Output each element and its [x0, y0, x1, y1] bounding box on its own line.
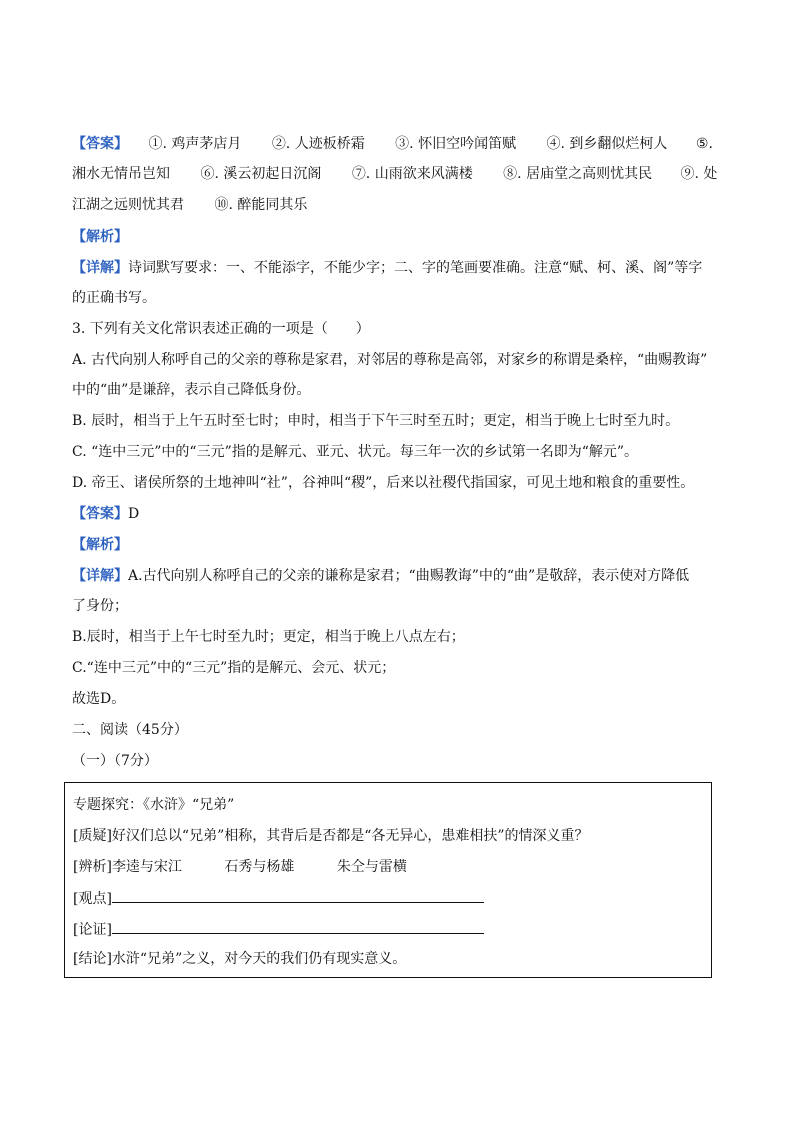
pair-2: 石秀与杨雄 [224, 859, 295, 875]
answer-line-1 [72, 134, 713, 154]
answer-item-6: ⑥. 溪云初起日沉阁 [200, 166, 322, 182]
detail3-line-4: C.“连中三元”中的“三元”指的是解元、会元、状元； [72, 660, 396, 676]
option-b: B. 辰时，相当于上午五时至七时；申时，相当于下午三时至五时；更定，相当于晚上七时至九时。 [72, 413, 680, 429]
answer-item-3: ③. 怀旧空吟闻笛赋 [395, 136, 517, 152]
question-3-stem: 3. 下列有关文化常识表述正确的一项是（ ） [72, 321, 370, 337]
detail-line-2: 的正确书写。 [72, 290, 156, 306]
option-c: C. “连中三元”中的“三元”指的是解元、亚元、状元。每三年一次的乡试第一名即为“解元”。 [72, 444, 639, 460]
analysis-heading-1: 【解析】 [72, 229, 128, 245]
option-d: D. 帝王、诸侯所祭的土地神叫“社”，谷神叫“稷”，后来以社稷代指国家，可见土地和粮食的重要性。 [72, 475, 695, 491]
section-2-title: 二、阅读（45分） [72, 722, 188, 738]
answer-line-q3: 【答案】D [72, 506, 140, 522]
view-blank-line [112, 888, 484, 903]
box-view: [观点] [73, 888, 484, 909]
answer-item-5: ⑤. [695, 136, 713, 152]
topic-box [64, 782, 712, 978]
box-title: 专题探究：《水浒》“兄弟” [73, 797, 235, 813]
detail3-line-1: 【详解】A.古代向别人称呼自己的父亲的谦称是家君；“曲赐教诲”中的“曲”是敬辞，表示使对方降低 [72, 568, 690, 584]
answer-item-7: ⑦. 山雨欲来风满楼 [351, 166, 473, 182]
pair-3: 朱仝与雷横 [336, 859, 407, 875]
section-2-subtitle: （一）（7分） [72, 753, 158, 769]
analysis-heading-3: 【解析】 [72, 537, 128, 553]
answer-item-2: ②. 人迹板桥霜 [271, 136, 365, 152]
answer-line-3 [72, 195, 307, 215]
answer-item-9: ⑨. 处 [680, 166, 718, 182]
answer-item-8: ⑧. 居庙堂之高则忧其民 [503, 166, 653, 182]
answer-item-5-cont: 湘水无情吊岂知 [72, 166, 170, 182]
detail3-line-3: B.辰时，相当于上午七时至九时；更定，相当于晚上八点左右； [72, 629, 465, 645]
option-a-line-2: 中的“曲”是谦辞，表示自己降低身份。 [72, 382, 311, 398]
box-discern: [辨析]李逵与宋江 石秀与杨雄 朱仝与雷横 [73, 859, 407, 875]
answer-tag: 【答案】 [72, 136, 128, 152]
option-a-line-1: A. 古代向别人称呼自己的父亲的尊称是家君，对邻居的尊称是高邻，对家乡的称谓是桑梓，“曲赐教诲” [72, 352, 708, 368]
argue-blank-line [112, 919, 484, 934]
answer-line-2 [72, 164, 717, 184]
detail-line-1: 【详解】诗词默写要求：一、不能添字，不能少字；二、字的笔画要准确。注意“赋、柯、溪、阁”等字 [72, 260, 703, 276]
answer-item-4: ④. 到乡翻似烂柯人 [546, 136, 668, 152]
box-question: [质疑]好汉们总以“兄弟”相称，其背后是否都是“各无异心，患难相扶”的情深义重？ [73, 828, 589, 844]
box-conclusion: [结论]水浒“兄弟”之义，对今天的我们仍有现实意义。 [73, 951, 407, 967]
detail-tag: 【详解】 [72, 260, 128, 276]
answer-value: D [128, 506, 140, 522]
detail3-line-5: 故选D。 [72, 691, 126, 707]
answer-item-9-cont: 江湖之远则忧其君 [72, 197, 184, 213]
answer-item-10: ⑩. 醉能同其乐 [214, 197, 308, 213]
detail3-line-2: 了身份； [72, 598, 128, 614]
answer-item-1: ①. 鸡声茅店月 [148, 136, 242, 152]
pair-1: 李逵与宋江 [111, 859, 182, 875]
box-argue: [论证] [73, 919, 484, 940]
